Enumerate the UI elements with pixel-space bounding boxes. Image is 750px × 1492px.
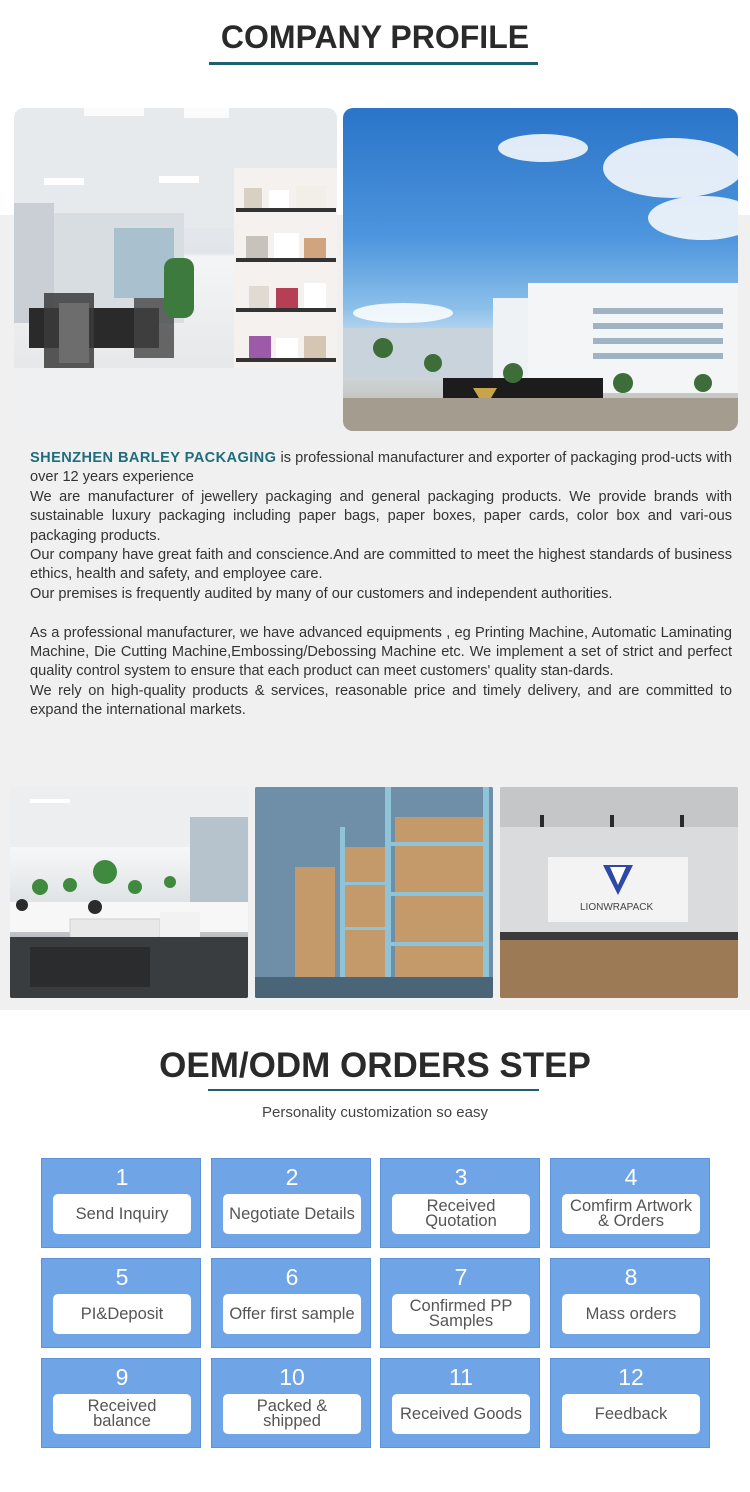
step-card-12 — [550, 1358, 710, 1448]
profile-paragraph: As a professional manufacturer, we have advanced equipments , eg Printing Machine, Automatic Laminating Machine, Die Cutting Machine,Embossing/Debossing Machine etc. We implement a set of strict and perfect quality control system to ensure that each product can meet customers' quality stan-dards. — [30, 624, 732, 680]
step-number: 10 — [279, 1364, 305, 1390]
step-label: Feedback — [562, 1394, 700, 1434]
reception-sign-text: LIONWRAPACK — [580, 902, 654, 913]
company-profile-title: COMPANY PROFILE — [220, 19, 530, 55]
intro-text: is professional manufacturer and exporter of packaging prod-ucts with over 12 years experience — [30, 450, 732, 486]
company-name: SHENZHEN BARLEY PACKAGING — [30, 450, 277, 466]
step-number: 5 — [115, 1264, 129, 1290]
step-label: Send Inquiry — [53, 1194, 191, 1234]
step-number: 2 — [285, 1164, 299, 1190]
step-label: Mass orders — [562, 1294, 700, 1334]
step-number: 7 — [454, 1264, 468, 1290]
profile-paragraph: We rely on high-quality products & services, reasonable price and timely delivery, and are committed to expand the international markets. — [30, 682, 732, 719]
office-photo — [14, 108, 337, 431]
profile-paragraph: We are manufacturer of jewellery packaging and general packaging products. We provide brands with sustainable luxury packaging including paper bags, paper boxes, paper cards, color box and vari-ous packaging products. — [30, 488, 732, 544]
step-number: 12 — [618, 1364, 644, 1390]
profile-paragraph: Our premises is frequently audited by many of our customers and independent authorities. — [30, 585, 613, 602]
step-card-7 — [380, 1258, 540, 1348]
title-underline — [209, 62, 538, 65]
intro-paragraph — [18, 449, 732, 488]
step-card-8 — [550, 1258, 710, 1348]
profile-paragraph: Our company have great faith and conscience.And are committed to meet the highest standards of business ethics, health and safety, and employee care. — [30, 547, 732, 583]
step-label: PI&Deposit — [53, 1294, 191, 1334]
step-card-6 — [211, 1258, 371, 1348]
step-card-9 — [41, 1358, 201, 1448]
step-label: Received balance — [53, 1394, 191, 1434]
warehouse-photo — [255, 787, 493, 998]
step-card-5 — [41, 1258, 201, 1348]
step-label: Received Quotation — [392, 1194, 530, 1234]
step-label: Comfirm Artwork & Orders — [562, 1194, 700, 1234]
title-underline — [208, 1089, 539, 1091]
factory-photo — [343, 108, 738, 431]
step-number: 6 — [285, 1264, 299, 1290]
step-card-2 — [211, 1158, 371, 1248]
step-number: 8 — [624, 1264, 638, 1290]
step-number: 4 — [624, 1164, 638, 1190]
step-label: Confirmed PP Samples — [392, 1294, 530, 1334]
step-card-3 — [380, 1158, 540, 1248]
step-number: 1 — [115, 1164, 129, 1190]
step-label: Offer first sample — [223, 1294, 361, 1334]
step-number: 9 — [115, 1364, 129, 1390]
step-number: 3 — [454, 1164, 468, 1190]
step-card-4 — [550, 1158, 710, 1248]
step-card-11 — [380, 1358, 540, 1448]
orders-step-title: OEM/ODM ORDERS STEP — [159, 1046, 591, 1085]
office-team-photo — [10, 787, 248, 998]
step-label: Received Goods — [392, 1394, 530, 1434]
reception-photo — [500, 787, 738, 998]
step-card-10 — [211, 1358, 371, 1448]
profile-text — [18, 449, 732, 721]
step-card-1 — [41, 1158, 201, 1248]
step-label: Negotiate Details — [223, 1194, 361, 1234]
step-label: Packed & shipped — [223, 1394, 361, 1434]
step-number: 11 — [449, 1364, 473, 1390]
orders-subtitle: Personality customization so easy — [262, 1104, 488, 1121]
